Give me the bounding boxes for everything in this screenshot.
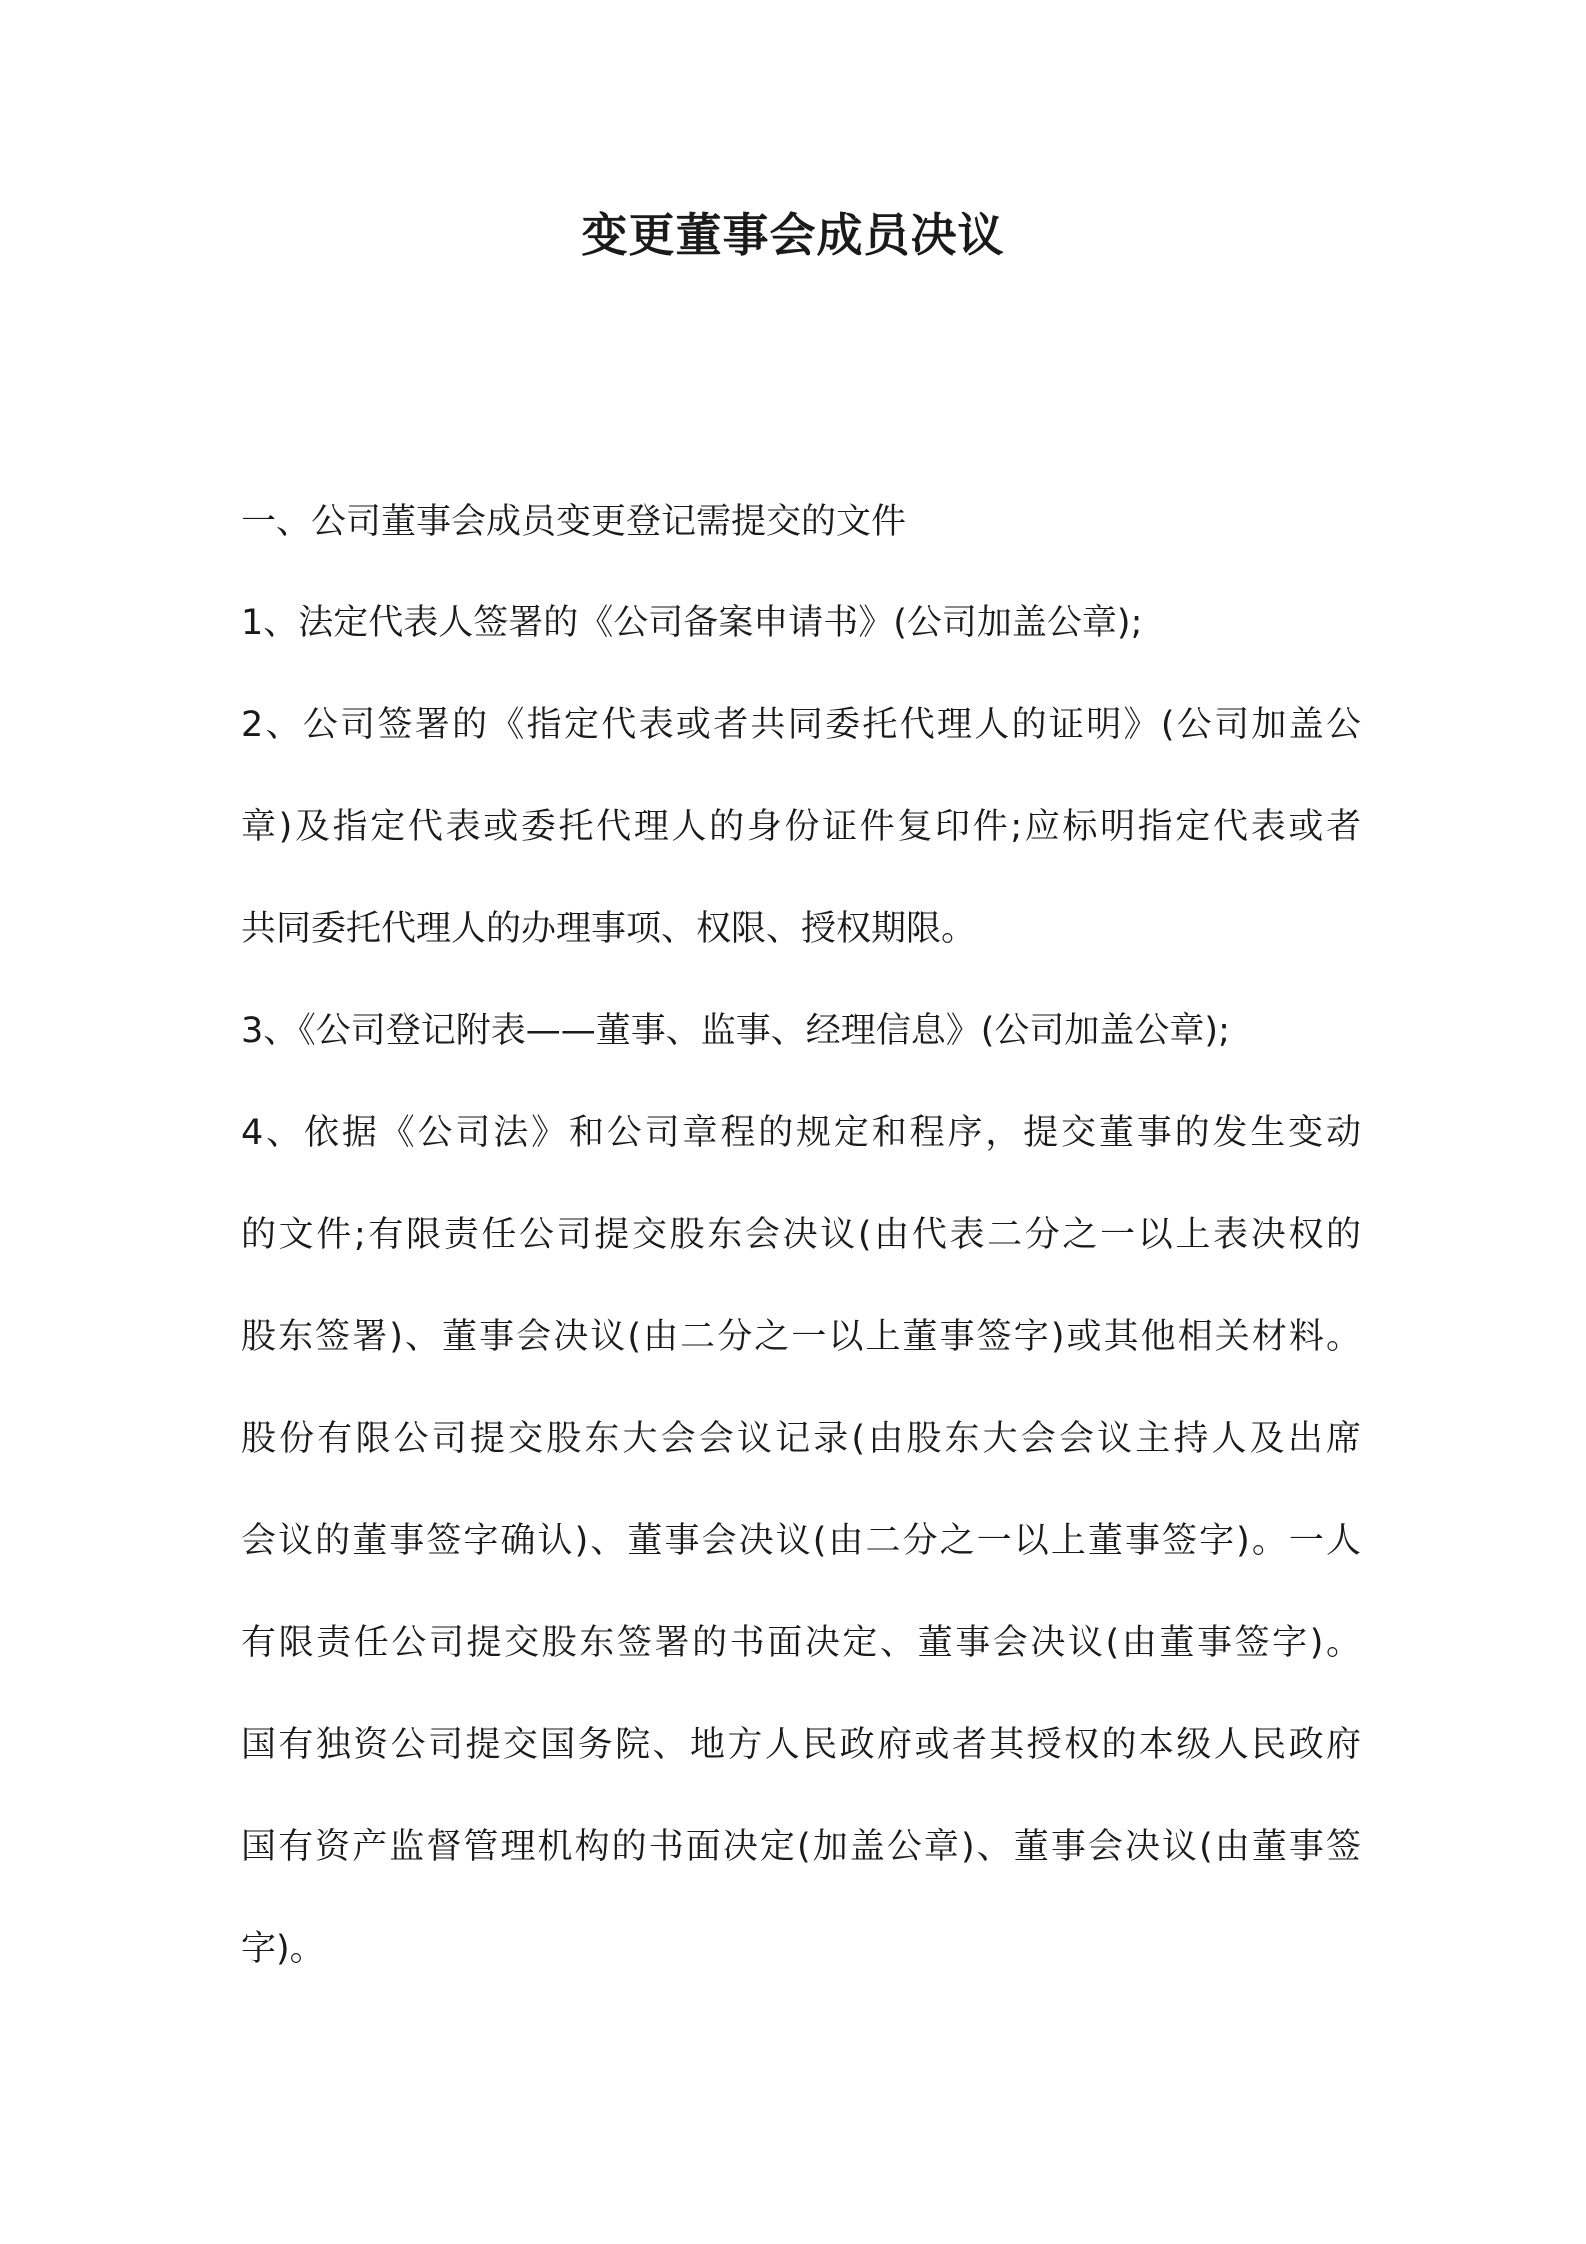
paragraph-line: 有限责任公司提交股东签署的书面决定、董事会决议(由董事签字)。 bbox=[241, 1623, 1361, 1663]
paragraph-line: 国有资产监督管理机构的书面决定(加盖公章)、董事会决议(由董事签 bbox=[241, 1827, 1361, 1867]
paragraph-line: 章)及指定代表或委托代理人的身份证件复印件;应标明指定代表或者 bbox=[241, 807, 1361, 847]
paragraph-line: 共同委托代理人的办理事项、权限、授权期限。 bbox=[241, 909, 977, 949]
paragraph-line: 的文件;有限责任公司提交股东会决议(由代表二分之一以上表决权的 bbox=[241, 1215, 1361, 1255]
paragraph-line: 2、公司签署的《指定代表或者共同委托代理人的证明》(公司加盖公 bbox=[241, 705, 1361, 745]
paragraph-line: 字)。 bbox=[241, 1929, 325, 1969]
paragraph-line: 会议的董事签字确认)、董事会决议(由二分之一以上董事签字)。一人 bbox=[241, 1521, 1361, 1561]
document-title: 变更董事会成员决议 bbox=[581, 208, 1005, 262]
paragraph-line: 4、依据《公司法》和公司章程的规定和程序，提交董事的发生变动 bbox=[241, 1113, 1361, 1153]
paragraph-line: 3、《公司登记附表——董事、监事、经理信息》(公司加盖公章); bbox=[241, 1011, 1230, 1051]
paragraph-line: 1、法定代表人签署的《公司备案申请书》(公司加盖公章); bbox=[241, 603, 1143, 643]
paragraph-line: 股份有限公司提交股东大会会议记录(由股东大会会议主持人及出席 bbox=[241, 1419, 1361, 1459]
paragraph-line: 股东签署)、董事会决议(由二分之一以上董事签字)或其他相关材料。 bbox=[241, 1317, 1361, 1357]
section-heading: 一、公司董事会成员变更登记需提交的文件 bbox=[241, 502, 907, 542]
paragraph-line: 国有独资公司提交国务院、地方人民政府或者其授权的本级人民政府 bbox=[241, 1725, 1361, 1765]
